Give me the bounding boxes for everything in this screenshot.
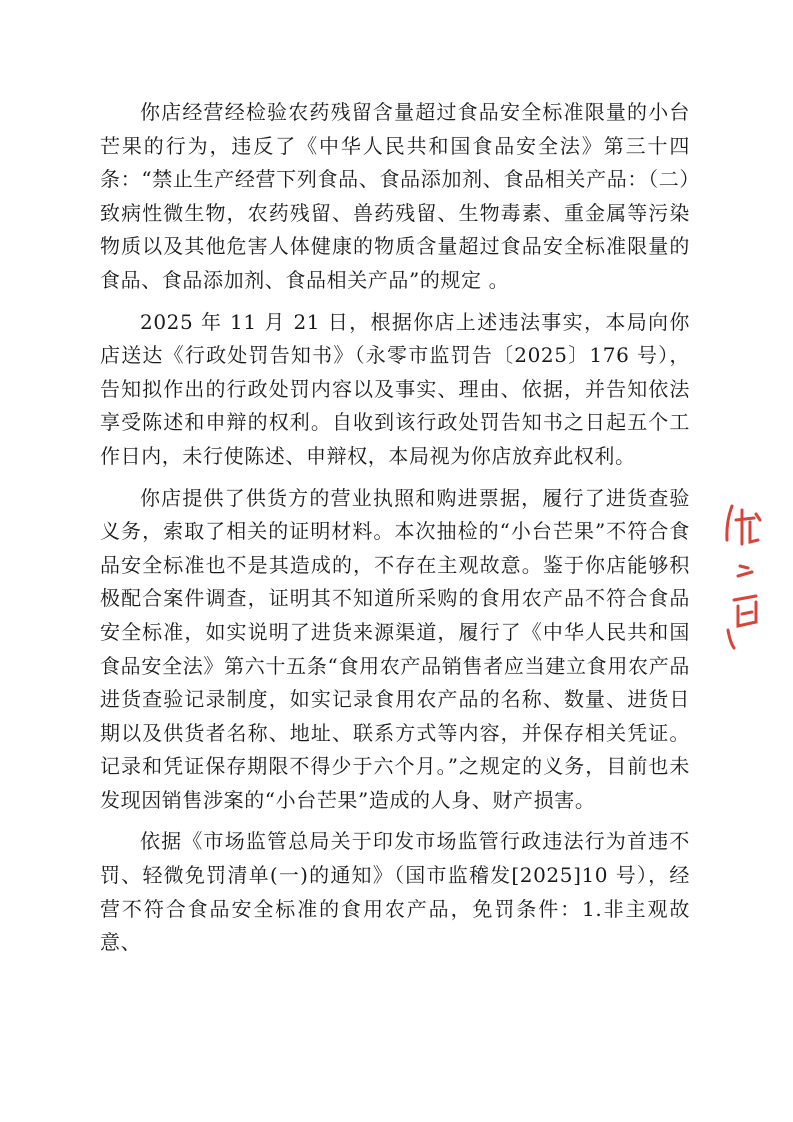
paragraph-violation: 你店经营经检验农药残留含量超过食品安全标准限量的小台芒果的行为，违反了《中华人民共和国食品安全法》第三十四条：“禁止生产经营下列食品、食品添加剂、食品相关产品：（二）致病性微生物，农药残留、兽药残留、生物毒素、重金属等污染物质以及其他危害人体健康的物质含量超过食品安全标准限量的食品、食品添加剂、食品相关产品”的规定 。	[100, 100, 690, 292]
paragraph-basis: 依据《市场监管总局关于印发市场监管行政违法行为首违不罚、轻微免罚清单(一)的通知》（国市监稽发[2025]10 号），经营不符合食品安全标准的食用农产品，免罚条件：1.非主观故意、	[100, 829, 690, 955]
paragraph-circumstances: 你店提供了供货方的营业执照和购进票据，履行了进货查验义务，索取了相关的证明材料。本次抽检的“小台芒果”不符合食品安全标准也不是其造成的，不存在主观故意。鉴于你店能够积极配合案件调查，证明其不知道所采购的食用农产品不符合食品安全标准，如实说明了进货来源渠道，履行了《中华人民共和国食品安全法》第六十五条“食用农产品销售者应当建立食用农产品进货查验记录制度，如实记录食用农产品的名称、数量、进货日期以及供货者名称、地址、联系方式等内容，并保存相关凭证。记录和凭证保存期限不得少于六个月。”之规定的义务，目前也未发现因销售涉案的“小台芒果”造成的人身、财产损害。	[100, 485, 690, 812]
official-seal-fragment	[722, 502, 766, 652]
document-body	[100, 96, 690, 968]
paragraph-notice: 2025 年 11 月 21 日，根据你店上述违法事实，本局向你店送达《行政处罚告知书》（永零市监罚告〔2025〕176 号），告知拟作出的行政处罚内容以及事实、理由、依据，并告知依法享受陈述和申辩的权利。自收到该行政处罚告知书之日起五个工作日内，未行使陈述、申辩权，本局视为你店放弃此权利。	[100, 309, 690, 468]
